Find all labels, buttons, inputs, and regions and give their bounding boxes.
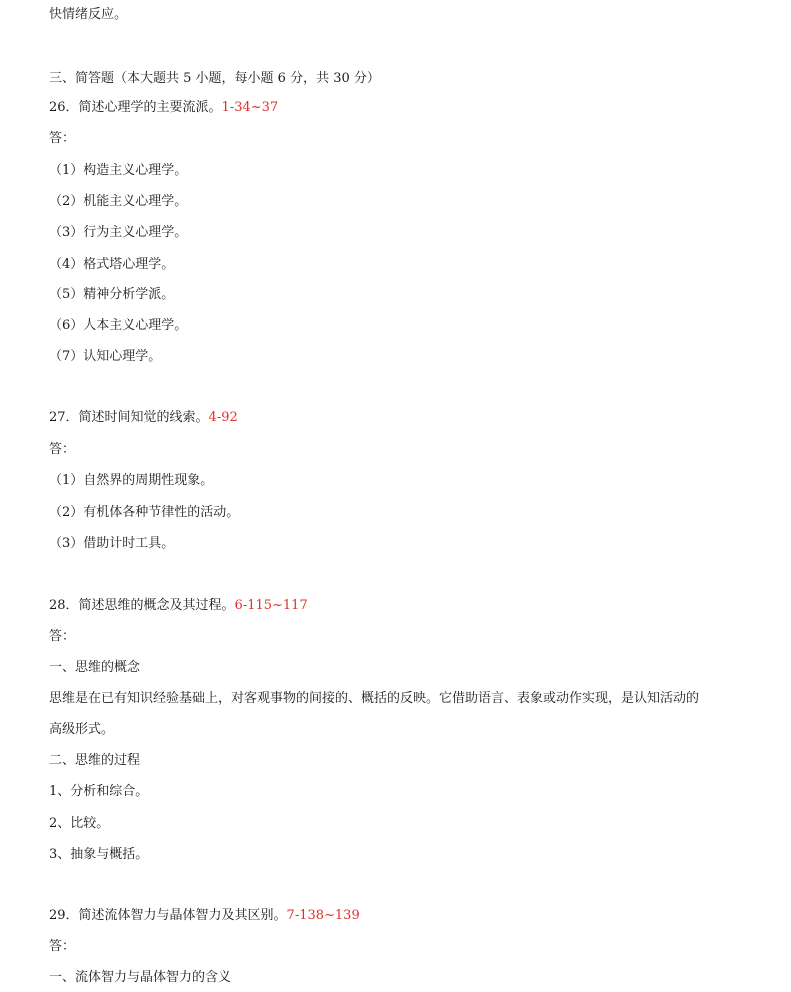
list-item: （1）自然界的周期性现象。: [49, 473, 214, 488]
question-27-title: [49, 409, 238, 427]
answer-label: 答：: [49, 629, 76, 644]
page-reference: 6-115~117: [234, 598, 308, 613]
list-item: 3、抽象与概括。: [49, 847, 149, 862]
page-reference: 4-92: [208, 410, 238, 425]
paragraph-text: 高级形式。: [49, 722, 115, 737]
question-29-title: [49, 907, 360, 925]
question-title-text: 27．简述时间知觉的线索。: [49, 410, 209, 425]
answer-label: 答：: [49, 939, 76, 954]
answer-label: 答：: [49, 131, 76, 146]
list-item: （4）格式塔心理学。: [49, 257, 175, 272]
list-item: （3）借助计时工具。: [49, 536, 175, 551]
sub-heading: 二、思维的过程: [49, 753, 141, 768]
paragraph-text: 思维是在已有知识经验基础上，对客观事物的间接的、概括的反映。它借助语言、表象或动作实现，是认知活动的: [49, 691, 700, 706]
list-item: （5）精神分析学派。: [49, 287, 175, 302]
question-28-title: [49, 597, 308, 615]
question-title-text: 29．简述流体智力与晶体智力及其区别。: [49, 908, 287, 923]
answer-label: 答：: [49, 442, 76, 457]
question-26-title: [49, 99, 278, 117]
list-item: （3）行为主义心理学。: [49, 225, 188, 240]
list-item: （1）构造主义心理学。: [49, 163, 188, 178]
page-reference: 7-138~139: [286, 908, 360, 923]
page-reference: 1-34~37: [221, 100, 279, 115]
list-item: 1、分析和综合。: [49, 784, 149, 799]
section-heading: 三、简答题（本大题共 5 小题，每小题 6 分，共 30 分）: [49, 71, 380, 86]
question-title-text: 28．简述思维的概念及其过程。: [49, 598, 235, 613]
list-item: 2、比较。: [49, 816, 110, 831]
list-item: （2）机能主义心理学。: [49, 194, 188, 209]
sub-heading: 一、思维的概念: [49, 660, 141, 675]
list-item: （7）认知心理学。: [49, 349, 162, 364]
sub-heading: 一、流体智力与晶体智力的含义: [49, 970, 232, 985]
list-item: （6）人本主义心理学。: [49, 318, 188, 333]
list-item: （2）有机体各种节律性的活动。: [49, 505, 240, 520]
previous-answer-tail: 快情绪反应。: [49, 7, 128, 22]
question-title-text: 26．简述心理学的主要流派。: [49, 100, 222, 115]
